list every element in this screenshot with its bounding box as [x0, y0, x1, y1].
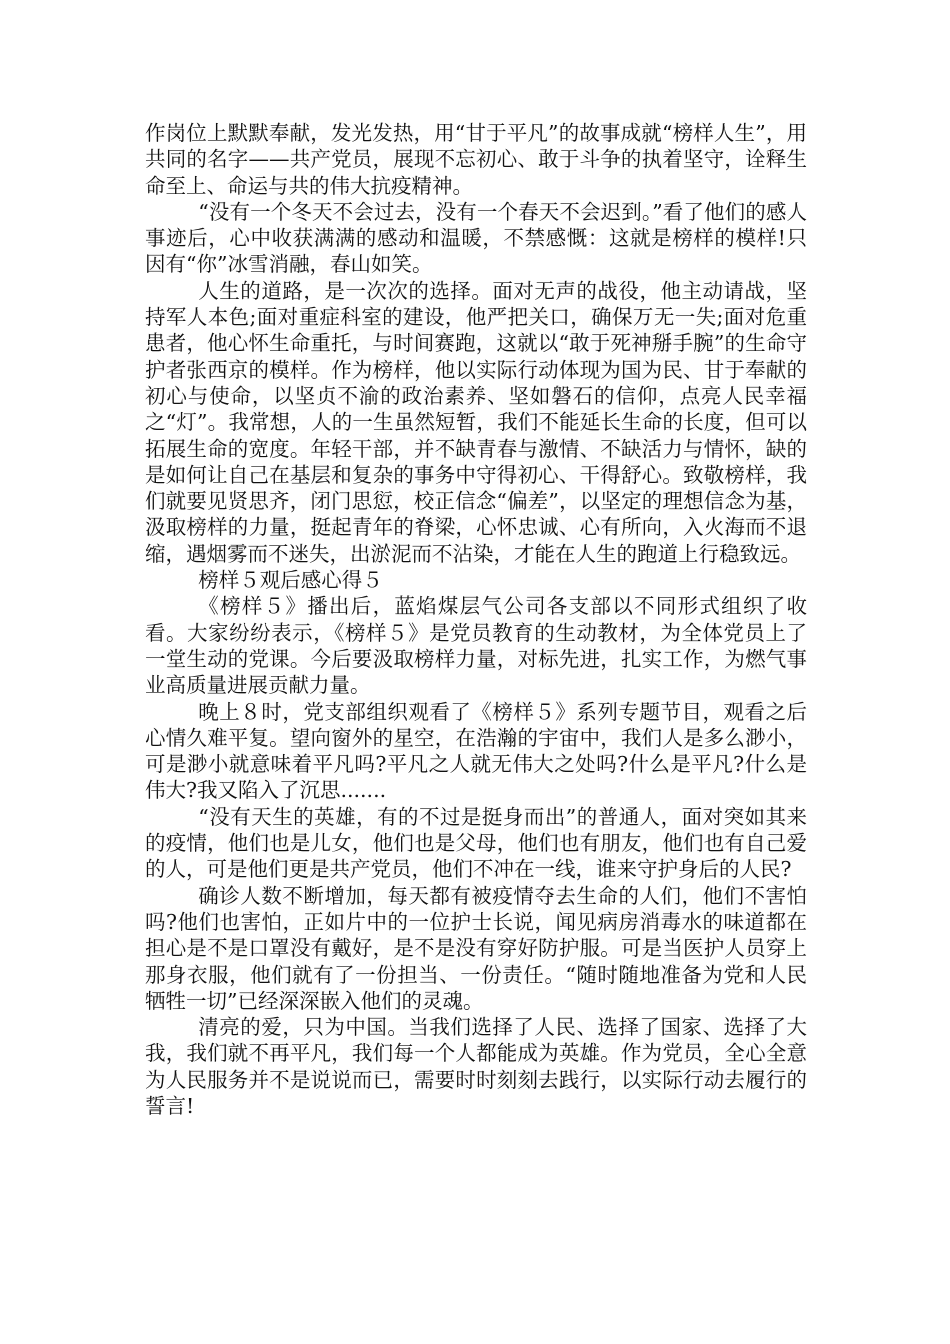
paragraph-heroes: “没有天生的英雄，有的不过是挺身而出”的普通人，面对突如其来的疫情，他们也是儿女，他们也是父母，他们也有朋友，他们也有自己爱的人，可是他们更是共产党员，他们不冲在一线，谁来守护身后的人民? — [145, 804, 807, 882]
document-page — [145, 120, 807, 1119]
paragraph-quote-winter: “没有一个冬天不会过去，没有一个春天不会迟到。”看了他们的感人事迹后，心中收获满满的感动和温暖，不禁感慨：这就是榜样的模样!只因有“你”冰雪消融，春山如笑。 — [145, 199, 807, 277]
paragraph-evening-viewing: 晚上８时，党支部组织观看了《榜样５》系列专题节目，观看之后心情久难平复。望向窗外的星空，在浩瀚的宇宙中，我们人是多么渺小，可是渺小就意味着平凡吗?平凡之人就无伟大之处吗?什么是平凡?什么是伟大?我又陷入了沉思....... — [145, 699, 807, 803]
paragraph-confirmed-cases: 确诊人数不断增加，每天都有被疫情夺去生命的人们，他们不害怕吗?他们也害怕，正如片中的一位护士长说，闻见病房消毒水的味道都在担心是不是口罩没有戴好，是不是没有穿好防护服。可是当医护人员穿上那身衣服，他们就有了一份担当、一份责任。“随时随地准备为党和人民牺牲一切”已经深深嵌入他们的灵魂。 — [145, 883, 807, 1013]
paragraph-love-for-china: 清亮的爱，只为中国。当我们选择了人民、选择了国家、选择了大我，我们就不再平凡，我们每一个人都能成为英雄。作为党员，全心全意为人民服务并不是说说而已，需要时时刻刻去践行，以实际行动去履行的誓言! — [145, 1015, 807, 1118]
paragraph-continued: 作岗位上默默奉献，发光发热，用“甘于平凡”的故事成就“榜样人生”，用共同的名字——共产党员，展现不忘初心、敢于斗争的执着坚守，诠释生命至上、命运与共的伟大抗疫精神。 — [145, 121, 807, 198]
section-title: 榜样５观后感心得５ — [198, 568, 383, 593]
paragraph-broadcast: 《榜样５》播出后，蓝焰煤层气公司各支部以不同形式组织了收看。大家纷纷表示，《榜样５》是党员教育的生动教材，为全体党员上了一堂生动的党课。今后要汲取榜样力量，对标先进，扎实工作，为燃气事业高质量进展贡献力量。 — [145, 594, 807, 698]
paragraph-life-choices: 人生的道路，是一次次的选择。面对无声的战役，他主动请战，坚持军人本色;面对重症科室的建设，他严把关口，确保万无一失;面对危重患者，他心怀生命重托，与时间赛跑，这就以“敢于死神掰手腕”的生命守护者张西京的模样。作为榜样，他以实际行动体现为国为民、甘于奉献的初心与使命，以坚贞不渝的政治素养、坚如磐石的信仰，点亮人民幸福之“灯”。我常想，人的一生虽然短暂，我们不能延长生命的长度，但可以拓展生命的宽度。年轻干部，并不缺青春与激情、不缺活力与情怀，缺的是如何让自己在基层和复杂的事务中守得初心、干得舒心。致敬榜样，我们就要见贤思齐，闭门思愆，校正信念“偏差”，以坚定的理想信念为基，汲取榜样的力量，挺起青年的脊梁，心怀忠诚、心有所向，入火海而不退缩，遇烟雾而不迷失，出淤泥而不沾染，才能在人生的跑道上行稳致远。 — [145, 278, 807, 566]
